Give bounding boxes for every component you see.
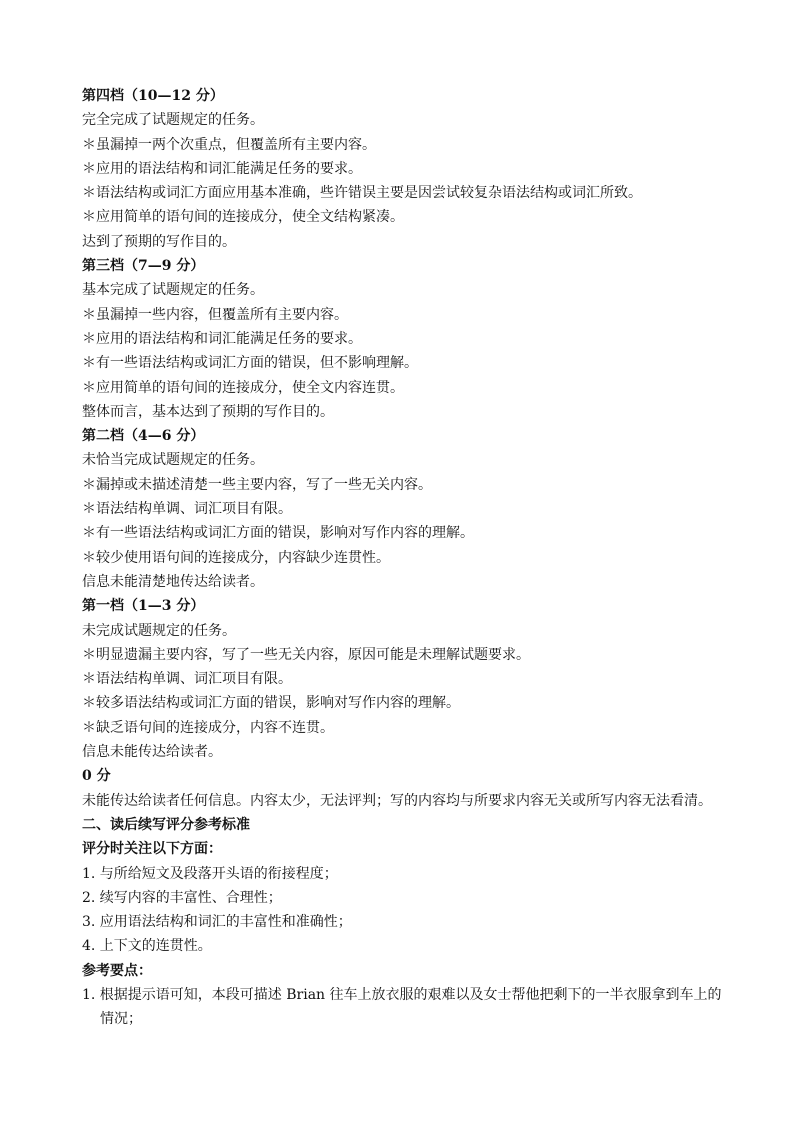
numbered-item: 1. 与所给短文及段落开头语的衔接程度； [82, 865, 338, 882]
bullet-item: ＊漏掉或未描述清楚一些主要内容，写了一些无关内容。 [82, 476, 432, 493]
paragraph: 达到了预期的写作目的。 [82, 233, 236, 250]
numbered-item: 4. 上下文的连贯性。 [82, 938, 212, 955]
bullet-item: ＊虽漏掉一些内容，但覆盖所有主要内容。 [82, 306, 348, 323]
paragraph: 未完成试题规定的任务。 [82, 622, 236, 639]
paragraph: 未能传达给读者任何信息。内容太少，无法评判；写的内容均与所要求内容无关或所写内容无法看清。 [82, 792, 712, 809]
paragraph: 信息未能传达给读者。 [82, 744, 222, 761]
section-heading-tier2: 第二档（4—6 分） [82, 428, 205, 445]
section-heading-tier1: 第一档（1—3 分） [82, 598, 205, 615]
section-heading-continuation-writing: 二、读后续写评分参考标准 [82, 816, 250, 833]
section-heading-tier4: 第四档（10—12 分） [82, 88, 224, 104]
bullet-item: ＊应用简单的语句间的连接成分，使全文结构紧凑。 [82, 209, 404, 226]
numbered-item: 1. 根据提示语可知，本段可描述 Brian 往车上放衣服的艰难以及女士帮他把剩下的一半衣服拿到车上的情况； [82, 986, 722, 1028]
bullet-item: ＊有一些语法结构或词汇方面的错误，但不影响理解。 [82, 355, 418, 372]
bullet-item: ＊较少使用语句间的连接成分，内容缺少连贯性。 [82, 549, 390, 566]
bullet-item: ＊应用简单的语句间的连接成分，使全文内容连贯。 [82, 379, 404, 396]
bullet-item: ＊应用的语法结构和词汇能满足任务的要求。 [82, 160, 362, 177]
bullet-item: ＊明显遗漏主要内容，写了一些无关内容，原因可能是未理解试题要求。 [82, 646, 530, 663]
bullet-item: ＊虽漏掉一两个次重点，但覆盖所有主要内容。 [82, 136, 376, 153]
paragraph: 信息未能清楚地传达给读者。 [82, 573, 264, 590]
document-body [82, 84, 732, 1032]
bullet-item: ＊有一些语法结构或词汇方面的错误，影响对写作内容的理解。 [82, 525, 474, 542]
paragraph: 完全完成了试题规定的任务。 [82, 112, 264, 129]
bullet-item: ＊较多语法结构或词汇方面的错误，影响对写作内容的理解。 [82, 695, 460, 712]
numbered-item: 2. 续写内容的丰富性、合理性； [82, 889, 282, 906]
subheading-scoring-focus: 评分时关注以下方面： [82, 841, 222, 858]
bullet-item: ＊语法结构单调、词汇项目有限。 [82, 501, 292, 518]
bullet-item: ＊应用的语法结构和词汇能满足任务的要求。 [82, 330, 362, 347]
paragraph: 整体而言，基本达到了预期的写作目的。 [82, 403, 334, 420]
numbered-item: 3. 应用语法结构和词汇的丰富性和准确性； [82, 914, 352, 931]
paragraph: 基本完成了试题规定的任务。 [82, 282, 264, 299]
bullet-item: ＊语法结构单调、词汇项目有限。 [82, 671, 292, 688]
section-heading-zero: 0 分 [82, 768, 111, 785]
subheading-reference-points: 参考要点： [82, 962, 152, 979]
paragraph: 未恰当完成试题规定的任务。 [82, 452, 264, 469]
section-heading-tier3: 第三档（7—9 分） [82, 258, 205, 275]
bullet-item: ＊缺乏语句间的连接成分，内容不连贯。 [82, 719, 334, 736]
bullet-item: ＊语法结构或词汇方面应用基本准确，些许错误主要是因尝试较复杂语法结构或词汇所致。 [82, 185, 642, 202]
